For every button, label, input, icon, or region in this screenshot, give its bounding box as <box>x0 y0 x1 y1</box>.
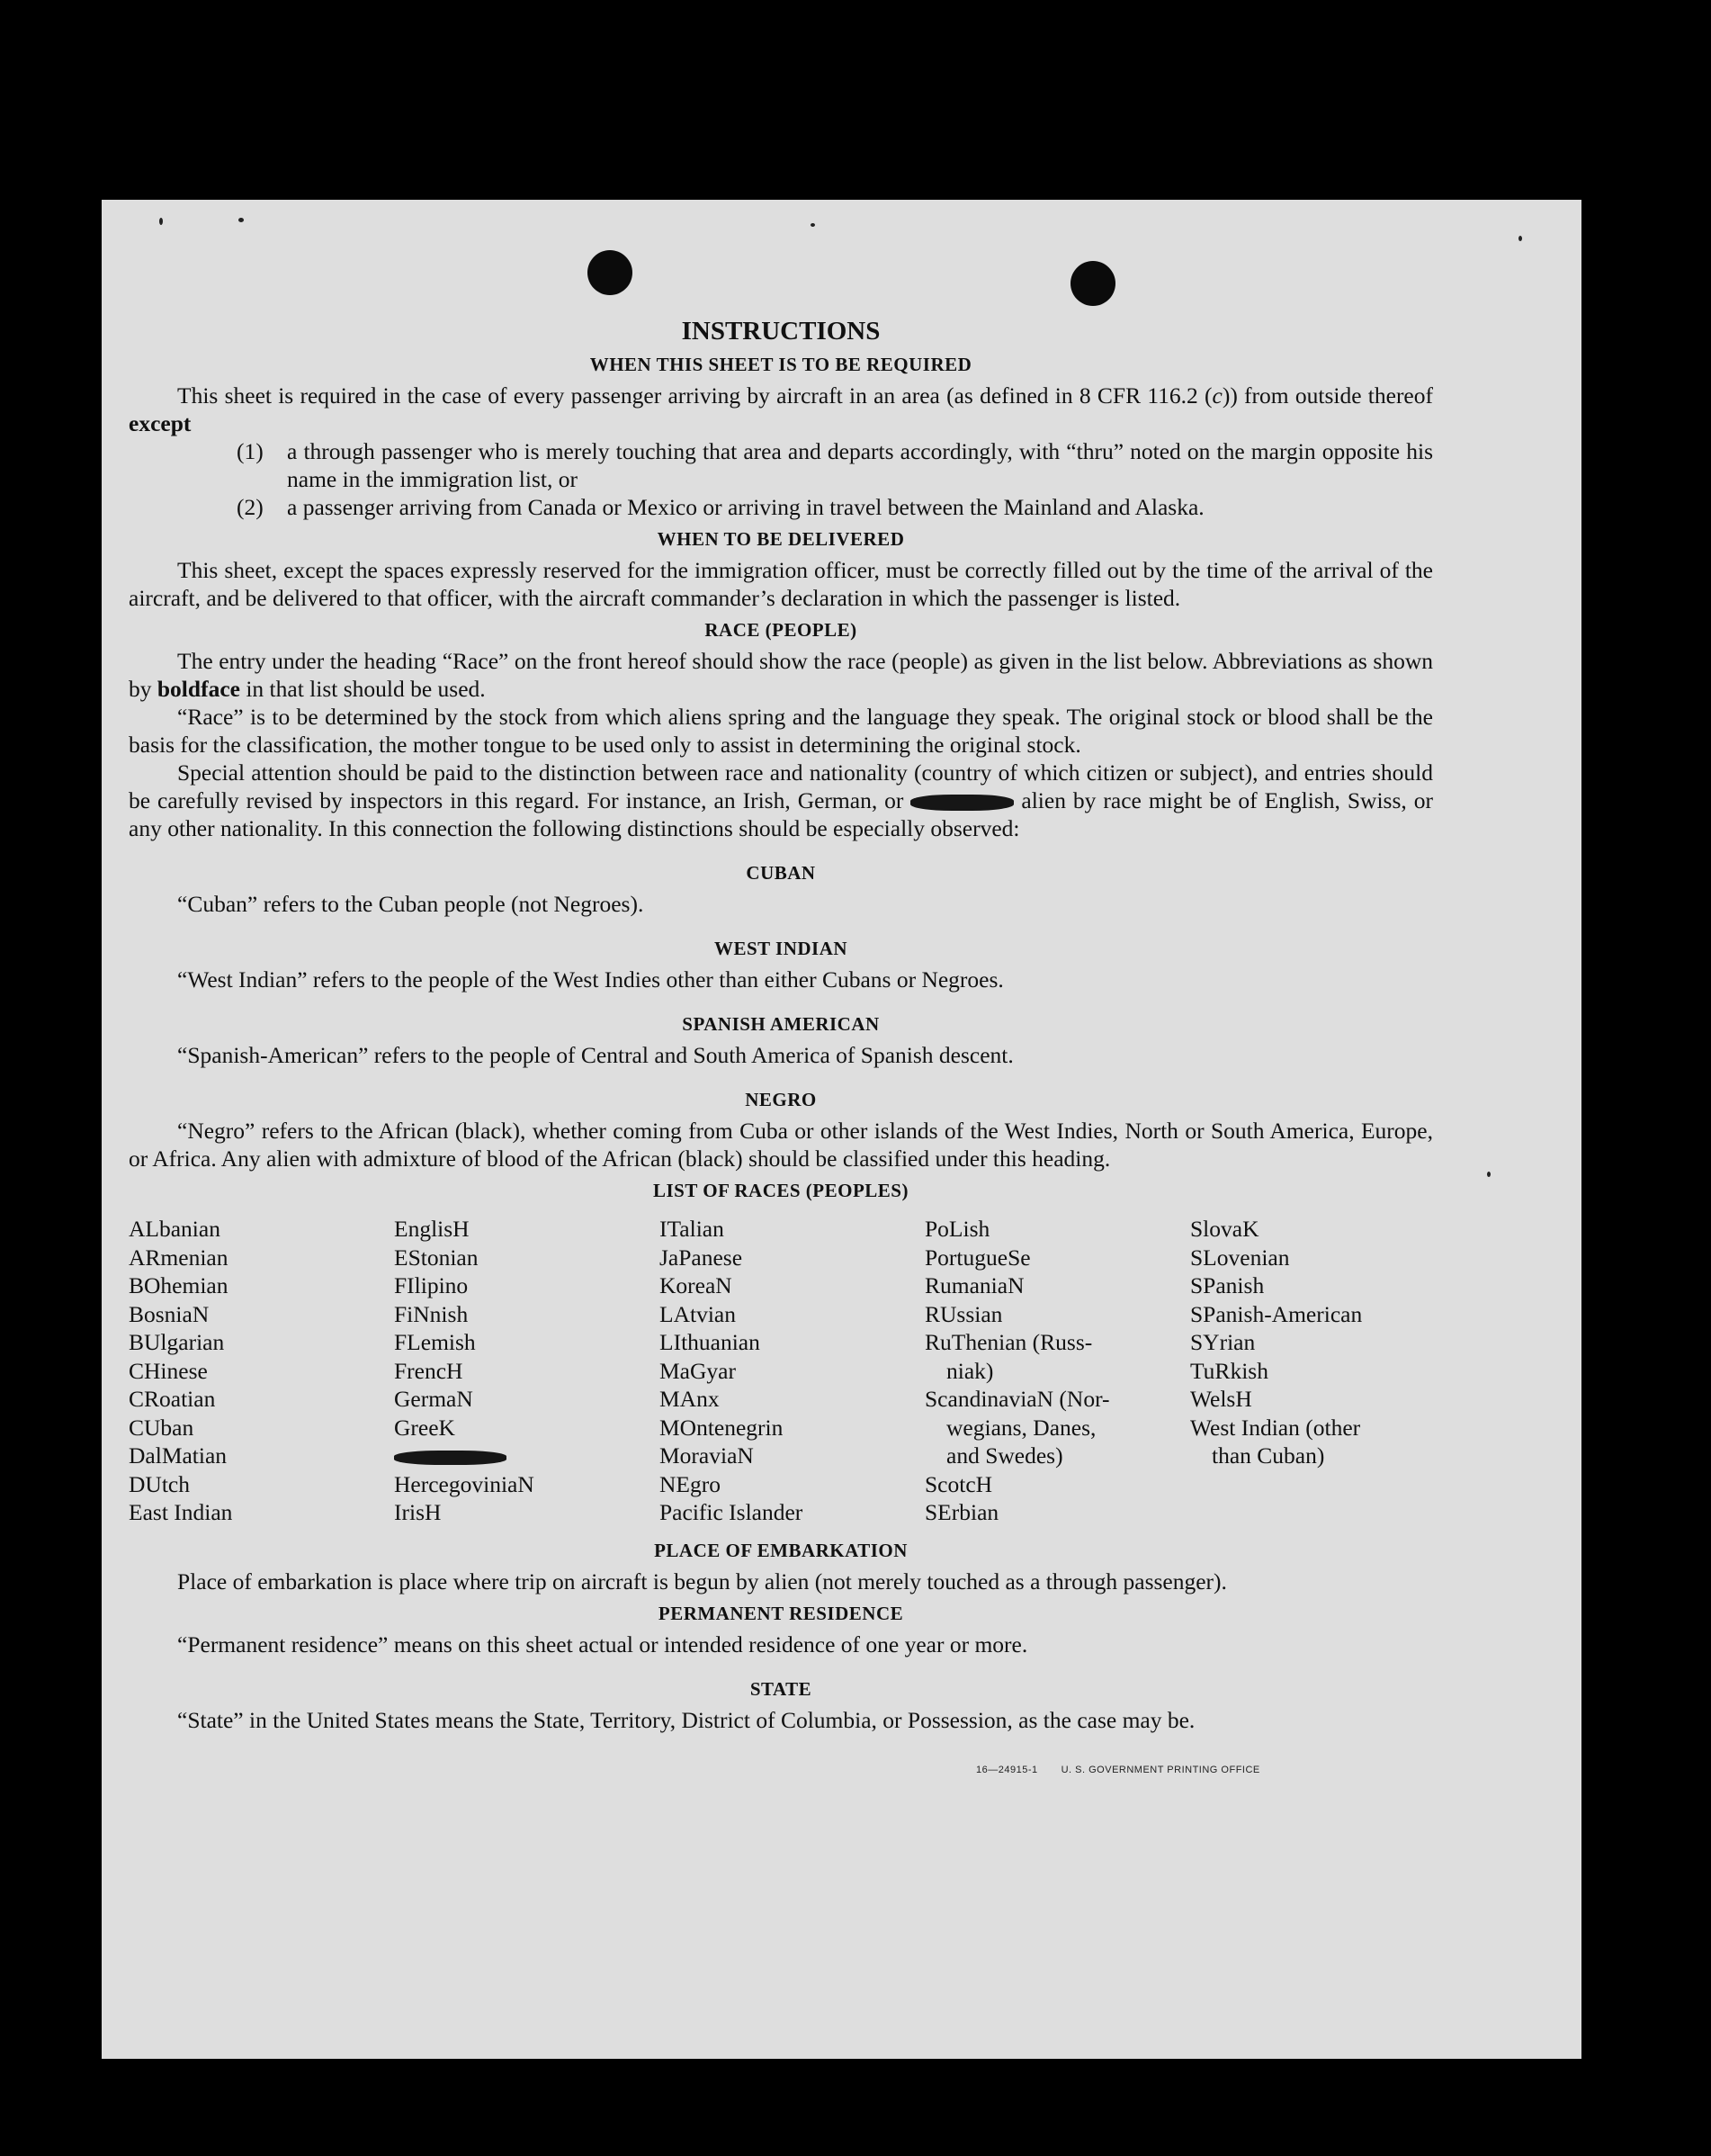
redaction-mark <box>910 795 1014 811</box>
race-entry: CHinese <box>129 1357 208 1384</box>
section-heading-spanish-american: SPANISH AMERICAN <box>682 1013 880 1035</box>
race-entry: MoraviaN <box>659 1442 754 1469</box>
race-entry: DUtch <box>129 1470 190 1497</box>
printer-name: U. S. GOVERNMENT PRINTING OFFICE <box>1061 1765 1260 1775</box>
race-entry-redacted <box>394 1442 659 1470</box>
race-entry-continued: niak) <box>946 1357 994 1384</box>
race-entry: MOntenegrin <box>659 1414 784 1441</box>
race-entry: BOhemian <box>129 1272 228 1298</box>
race-entry: PoLish <box>925 1216 990 1242</box>
when-delivered-text: This sheet, except the spaces expressly reserved for the immigration officer, must be correctly filled out by the time of the arrival of the aircraft, and be delivered to that officer, with the aircraft commander’s declaration in which the passenger is listed. <box>129 557 1433 611</box>
punch-hole-left <box>587 250 632 295</box>
race-entry: IrisH <box>394 1499 442 1525</box>
race-column <box>394 1215 659 1527</box>
section-heading-race: RACE (PEOPLE) <box>704 619 857 641</box>
race-entry: EStonian <box>394 1244 479 1271</box>
race-entry: SPanish-American <box>1190 1300 1363 1327</box>
scan-speck <box>811 223 815 227</box>
race-entry: CUban <box>129 1414 194 1441</box>
race-entry: MaGyar <box>659 1357 736 1384</box>
section-heading-cuban: CUBAN <box>746 862 816 884</box>
race-entry: HercegoviniaN <box>394 1470 534 1497</box>
race-column <box>129 1215 394 1527</box>
race-entry: DalMatian <box>129 1442 228 1469</box>
race-entry: BUlgarian <box>129 1329 225 1355</box>
race-paragraph-3: Special attention should be paid to the distinction between race and nationality (country of which citizen or subject), and entries should be carefully revised by inspectors in this regard. For instance, an Irish, German, or alien by race might be of English, Swiss, or any other nationality. In this connection the following distinctions should be especially observed: <box>129 759 1433 841</box>
punch-hole-right <box>1070 261 1115 306</box>
race-entry: CRoatian <box>129 1386 216 1412</box>
race-entry: KoreaN <box>659 1272 732 1298</box>
race-entry-continued: wegians, Danes, <box>946 1414 1097 1441</box>
race-column <box>1190 1215 1433 1527</box>
race-entry: GermaN <box>394 1386 473 1412</box>
section-heading-when-delivered: WHEN TO BE DELIVERED <box>657 528 905 550</box>
race-entry: RuThenian (Russ- <box>925 1329 1093 1355</box>
west-indian-text: “West Indian” refers to the people of the West Indies other than either Cubans or Negroes. <box>177 966 1004 993</box>
section-heading-state: STATE <box>749 1677 812 1700</box>
race-entry-continued: than Cuban) <box>1212 1442 1325 1469</box>
section-heading-list-of-races: LIST OF RACES (PEOPLES) <box>653 1180 909 1201</box>
embarkation-text: Place of embarkation is place where trip on aircraft is begun by alien (not merely touched as a through passenger). <box>177 1568 1227 1595</box>
race-entry: FIlipino <box>394 1272 469 1298</box>
race-paragraph-2: “Race” is to be determined by the stock from which aliens spring and the language they speak. The original stock or blood shall be the basis for the classification, the mother tongue to be used only to assist in determining the original stock. <box>129 704 1433 758</box>
cuban-text: “Cuban” refers to the Cuban people (not Negroes). <box>177 891 644 917</box>
race-entry: Pacific Islander <box>659 1499 803 1525</box>
instructions-content <box>129 317 1433 1734</box>
race-entry: PortugueSe <box>925 1244 1031 1271</box>
race-column <box>925 1215 1190 1527</box>
race-entry: ScandinaviaN (Nor- <box>925 1386 1110 1412</box>
document-sheet <box>102 200 1581 2059</box>
exception-item: (1) a through passenger who is merely touching that area and departs accordingly, with “thru” noted on the margin opposite his name in the immigration list, or <box>237 438 1433 492</box>
race-entry: ARmenian <box>129 1244 228 1271</box>
race-entry: LAtvian <box>659 1300 736 1327</box>
redaction-mark <box>394 1451 506 1465</box>
scan-speck <box>1487 1172 1491 1177</box>
section-heading-west-indian: WEST INDIAN <box>713 938 848 959</box>
race-paragraph-1: The entry under the heading “Race” on the front hereof should show the race (people) as given in the list below. Abbreviations as shown by boldface in that list should be used. <box>129 648 1433 702</box>
printer-footer <box>976 1765 1284 1775</box>
negro-text: “Negro” refers to the African (black), whether coming from Cuba or other islands of the West Indies, North or South America, Europe, or Africa. Any alien with admixture of blood of the African (black) should be classified under this heading. <box>129 1118 1433 1172</box>
scan-speck <box>1518 236 1522 241</box>
race-entry: TuRkish <box>1190 1357 1268 1384</box>
spanish-american-text: “Spanish-American” refers to the people of Central and South America of Spanish descent. <box>177 1042 1014 1068</box>
scan-speck <box>159 218 163 225</box>
race-entry: ScotcH <box>925 1470 993 1497</box>
race-entry: RumaniaN <box>925 1272 1025 1298</box>
race-entry: MAnx <box>659 1386 720 1412</box>
race-entry: ALbanian <box>129 1216 220 1242</box>
race-entry: EnglisH <box>394 1216 470 1242</box>
race-list <box>129 1215 1433 1527</box>
section-heading-embarkation: PLACE OF EMBARKATION <box>654 1539 908 1561</box>
race-entry: SPanish <box>1190 1272 1265 1298</box>
race-entry: JaPanese <box>659 1244 743 1271</box>
race-entry: SlovaK <box>1190 1216 1259 1242</box>
page-title: INSTRUCTIONS <box>681 317 881 346</box>
race-entry: FiNnish <box>394 1300 469 1327</box>
race-entry: WelsH <box>1190 1386 1252 1412</box>
permanent-residence-text: “Permanent residence” means on this sheet actual or intended residence of one year or more. <box>177 1630 1028 1657</box>
race-entry: ITalian <box>659 1216 724 1242</box>
race-entry: FrencH <box>394 1357 463 1384</box>
section-heading-permanent-residence: PERMANENT RESIDENCE <box>658 1602 904 1624</box>
state-text: “State” in the United States means the State, Territory, District of Columbia, or Possession, as the case may be. <box>177 1706 1196 1733</box>
race-column <box>659 1215 925 1527</box>
form-code: 16—24915-1 <box>976 1765 1038 1775</box>
race-entry: RUssian <box>925 1300 1003 1327</box>
race-entry: LIthuanian <box>659 1329 760 1355</box>
race-entry: West Indian (other <box>1190 1414 1361 1441</box>
section-heading-when-required: WHEN THIS SHEET IS TO BE REQUIRED <box>589 354 972 375</box>
section-heading-negro: NEGRO <box>745 1089 817 1110</box>
race-entry: BosniaN <box>129 1300 210 1327</box>
race-entry: GreeK <box>394 1414 455 1441</box>
exception-item: (2) a passenger arriving from Canada or Mexico or arriving in travel between the Mainland and Alaska. <box>237 494 1205 520</box>
scan-speck <box>238 218 244 222</box>
race-entry: FLemish <box>394 1329 476 1355</box>
race-entry: SErbian <box>925 1499 999 1525</box>
race-entry: SYrian <box>1190 1329 1256 1355</box>
when-required-intro: This sheet is required in the case of every passenger arriving by aircraft in an area (as defined in 8 CFR 116.2 (c)) from outside thereof except <box>129 382 1433 436</box>
race-entry: SLovenian <box>1190 1244 1290 1271</box>
race-entry: East Indian <box>129 1499 233 1525</box>
race-entry: NEgro <box>659 1470 721 1497</box>
race-entry-continued: and Swedes) <box>946 1442 1063 1469</box>
